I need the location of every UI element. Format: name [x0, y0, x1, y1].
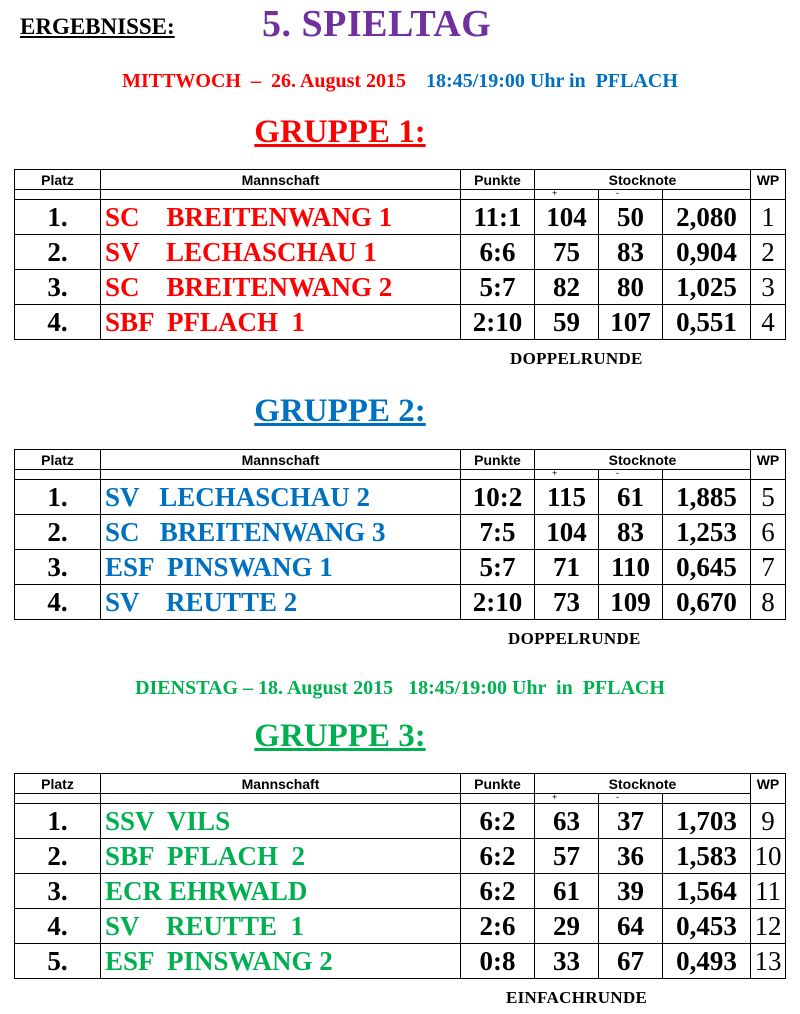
- subheader-cell: [15, 189, 101, 200]
- cell-punkte: 2:10: [461, 585, 535, 619]
- cell-minus: 83: [599, 235, 663, 269]
- page-title: 5. SPIELTAG: [262, 3, 492, 45]
- subheader-cell: [461, 469, 535, 480]
- cell-stocknote: 1,583: [663, 839, 751, 873]
- cell-stocknote: 0,493: [663, 944, 751, 978]
- cell-minus: 110: [599, 550, 663, 584]
- table-row: [14, 585, 786, 620]
- cell-plus: 61: [535, 874, 599, 908]
- subheader-cell: [663, 793, 751, 804]
- cell-platz: 3.: [15, 550, 101, 584]
- cell-platz: 3.: [15, 270, 101, 304]
- subheader-cell: [535, 793, 599, 804]
- header-punkte: Punkte: [461, 170, 535, 190]
- cell-platz: 4.: [15, 909, 101, 943]
- subheader-cell: [599, 189, 663, 200]
- header-wp: WP: [756, 172, 780, 188]
- cell-platz: 2.: [15, 235, 101, 269]
- cell-minus: 61: [599, 480, 663, 514]
- cell-minus: 39: [599, 874, 663, 908]
- header-platz: Platz: [15, 170, 101, 190]
- cell-minus: 107: [599, 305, 663, 339]
- group-2-mode: DOPPELRUNDE: [508, 629, 641, 648]
- cell-stocknote: 1,025: [663, 270, 751, 304]
- cell-minus: 37: [599, 804, 663, 838]
- header-wp: WP: [756, 776, 780, 792]
- cell-stocknote: 0,645: [663, 550, 751, 584]
- cell-platz: 5.: [15, 944, 101, 978]
- header-mannschaft: Mannschaft: [101, 450, 461, 470]
- cell-punkte: 5:7: [461, 550, 535, 584]
- plus-sign: +: [552, 792, 558, 802]
- group-1-table: [14, 169, 786, 340]
- cell-platz: 4.: [15, 305, 101, 339]
- cell-wp: 5: [761, 482, 775, 512]
- group-3-mode: EINFACHRUNDE: [506, 988, 648, 1007]
- minus-sign: -: [616, 468, 619, 478]
- cell-plus: 29: [535, 909, 599, 943]
- subheader-cell: [663, 469, 751, 480]
- cell-team: ESF PINSWANG 2: [101, 944, 461, 978]
- cell-stocknote: 2,080: [663, 200, 751, 234]
- cell-wp: 13: [754, 946, 782, 976]
- event2-dateline: DIENSTAG – 18. August 2015 18:45/19:00 Uhr in PFLACH: [135, 677, 665, 699]
- cell-plus: 73: [535, 585, 599, 619]
- table-row: [14, 305, 786, 340]
- cell-punkte: 2:10: [461, 305, 535, 339]
- cell-plus: 59: [535, 305, 599, 339]
- cell-plus: 104: [535, 200, 599, 234]
- cell-platz: 2.: [15, 839, 101, 873]
- table-row: [14, 839, 786, 874]
- cell-wp: 2: [761, 237, 775, 267]
- cell-plus: 115: [535, 480, 599, 514]
- cell-wp: 3: [761, 272, 775, 302]
- group-1-title: GRUPPE 1:: [254, 114, 426, 150]
- subheader-cell: [535, 189, 599, 200]
- ergebnisse-label: ERGEBNISSE:: [20, 14, 175, 39]
- cell-wp: 9: [761, 806, 775, 836]
- table-row: [14, 944, 786, 979]
- cell-punkte: 10:2: [461, 480, 535, 514]
- subheader-cell: [15, 793, 101, 804]
- cell-plus: 33: [535, 944, 599, 978]
- table-header: [14, 773, 786, 804]
- cell-platz: 1.: [15, 804, 101, 838]
- table-row: [14, 515, 786, 550]
- cell-punkte: 6:6: [461, 235, 535, 269]
- cell-wp: 7: [761, 552, 775, 582]
- table-row: [14, 235, 786, 270]
- subheader-cell: [535, 469, 599, 480]
- cell-wp: 12: [754, 911, 782, 941]
- header-platz: Platz: [15, 774, 101, 794]
- subheader-cell: [101, 469, 461, 480]
- group-2-table: [14, 449, 786, 620]
- table-row: [14, 200, 786, 235]
- header-stocknote: Stocknote: [535, 170, 751, 190]
- cell-wp: 8: [761, 587, 775, 617]
- cell-stocknote: 1,703: [663, 804, 751, 838]
- cell-team: SV LECHASCHAU 1: [101, 235, 461, 269]
- subheader-cell: [101, 189, 461, 200]
- subheader-cell: [461, 793, 535, 804]
- cell-wp: 6: [761, 517, 775, 547]
- table-row: [14, 270, 786, 305]
- cell-punkte: 6:2: [461, 839, 535, 873]
- cell-stocknote: 0,670: [663, 585, 751, 619]
- cell-minus: 64: [599, 909, 663, 943]
- header-stocknote: Stocknote: [535, 450, 751, 470]
- plus-sign: +: [552, 468, 558, 478]
- cell-wp: 4: [761, 307, 775, 337]
- minus-sign: -: [616, 792, 619, 802]
- cell-platz: 1.: [15, 200, 101, 234]
- header-wp: WP: [756, 452, 780, 468]
- group-3-title: GRUPPE 3:: [254, 718, 426, 754]
- cell-punkte: 7:5: [461, 515, 535, 549]
- cell-team: SSV VILS: [101, 804, 461, 838]
- cell-platz: 4.: [15, 585, 101, 619]
- cell-team: SV REUTTE 2: [101, 585, 461, 619]
- cell-punkte: 6:2: [461, 804, 535, 838]
- cell-stocknote: 1,564: [663, 874, 751, 908]
- header-mannschaft: Mannschaft: [101, 170, 461, 190]
- cell-stocknote: 1,885: [663, 480, 751, 514]
- subheader-cell: [663, 189, 751, 200]
- cell-stocknote: 0,551: [663, 305, 751, 339]
- cell-plus: 82: [535, 270, 599, 304]
- cell-team: SC BREITENWANG 3: [101, 515, 461, 549]
- cell-plus: 71: [535, 550, 599, 584]
- cell-minus: 50: [599, 200, 663, 234]
- table-row: [14, 804, 786, 839]
- cell-platz: 2.: [15, 515, 101, 549]
- cell-team: SC BREITENWANG 1: [101, 200, 461, 234]
- cell-minus: 67: [599, 944, 663, 978]
- group-1-mode: DOPPELRUNDE: [510, 349, 643, 368]
- table-row: [14, 874, 786, 909]
- cell-punkte: 5:7: [461, 270, 535, 304]
- cell-team: SBF PFLACH 2: [101, 839, 461, 873]
- header-punkte: Punkte: [461, 450, 535, 470]
- cell-punkte: 2:6: [461, 909, 535, 943]
- header-stocknote: Stocknote: [535, 774, 751, 794]
- cell-team: SBF PFLACH 1: [101, 305, 461, 339]
- header-punkte: Punkte: [461, 774, 535, 794]
- table-row: [14, 550, 786, 585]
- cell-punkte: 0:8: [461, 944, 535, 978]
- event1-date: MITTWOCH – 26. August 2015: [122, 70, 407, 92]
- subheader-cell: [599, 469, 663, 480]
- cell-minus: 83: [599, 515, 663, 549]
- cell-stocknote: 0,904: [663, 235, 751, 269]
- event1-time-place: 18:45/19:00 Uhr in PFLACH: [426, 70, 678, 92]
- cell-punkte: 6:2: [461, 874, 535, 908]
- subheader-cell: [599, 793, 663, 804]
- cell-platz: 3.: [15, 874, 101, 908]
- subheader-cell: [15, 469, 101, 480]
- cell-plus: 57: [535, 839, 599, 873]
- table-row: [14, 909, 786, 944]
- cell-stocknote: 0,453: [663, 909, 751, 943]
- cell-plus: 104: [535, 515, 599, 549]
- table-header: [14, 449, 786, 480]
- cell-plus: 63: [535, 804, 599, 838]
- minus-sign: -: [616, 188, 619, 198]
- subheader-cell: [461, 189, 535, 200]
- event1-dateline: [0, 70, 800, 93]
- cell-team: SV LECHASCHAU 2: [101, 480, 461, 514]
- header-mannschaft: Mannschaft: [101, 774, 461, 794]
- cell-team: ESF PINSWANG 1: [101, 550, 461, 584]
- group-2-title: GRUPPE 2:: [254, 393, 426, 429]
- cell-team: ECR EHRWALD: [101, 874, 461, 908]
- cell-stocknote: 1,253: [663, 515, 751, 549]
- subheader-cell: [101, 793, 461, 804]
- table-header: [14, 169, 786, 200]
- cell-minus: 80: [599, 270, 663, 304]
- cell-wp: 1: [761, 202, 775, 232]
- cell-wp: 10: [754, 841, 782, 871]
- cell-plus: 75: [535, 235, 599, 269]
- table-row: [14, 480, 786, 515]
- cell-team: SV REUTTE 1: [101, 909, 461, 943]
- cell-team: SC BREITENWANG 2: [101, 270, 461, 304]
- cell-minus: 109: [599, 585, 663, 619]
- cell-wp: 11: [755, 876, 781, 906]
- cell-punkte: 11:1: [461, 200, 535, 234]
- group-3-table: [14, 773, 786, 979]
- header-platz: Platz: [15, 450, 101, 470]
- cell-minus: 36: [599, 839, 663, 873]
- plus-sign: +: [552, 188, 558, 198]
- cell-platz: 1.: [15, 480, 101, 514]
